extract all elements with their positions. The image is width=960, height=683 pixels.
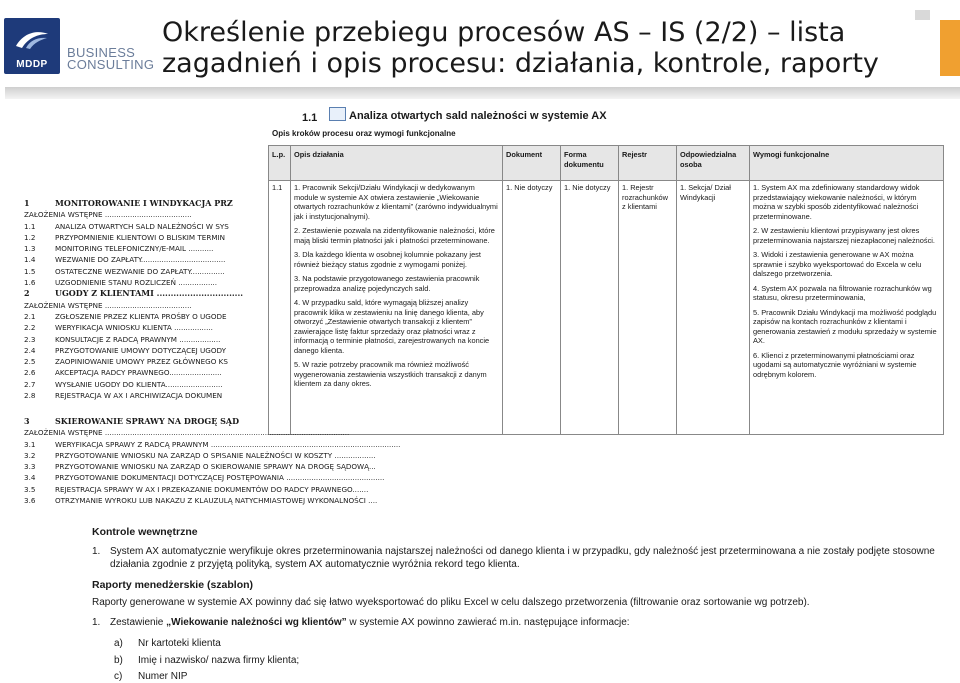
toc-number: 2.1 (24, 311, 36, 321)
decorative-gray-block (915, 10, 930, 20)
toc-entry[interactable] (24, 439, 422, 450)
toc-entry[interactable] (24, 300, 256, 311)
toc-text: OTRZYMANIE WYROKU LUB NAKAZU Z KLAUZULĄ NATYCHMIASTOWEJ WYKONALNOŚCI .... (55, 496, 378, 506)
toc-entry[interactable] (24, 450, 422, 461)
toc-entry[interactable] (24, 266, 256, 277)
wymog-item: 4. System AX pozwala na filtrowanie rozrachunków wg statusu, okresu przeterminowania, (753, 283, 932, 302)
toc-text: SKIEROWANIE SPRAWY NA DROGĘ SĄD (55, 416, 240, 426)
toc-entry[interactable] (24, 379, 256, 390)
section-number: 1.1 (302, 112, 318, 124)
toc-number: 1.3 (24, 244, 36, 254)
table-row (269, 181, 944, 435)
toc-entry[interactable] (24, 472, 422, 483)
wymog-item: 1. System AX ma zdefiniowany standardowy widok przedstawiający wiekowanie należności, w którym można w szybki sposób zidentyfikować należności przeterminowane. (753, 183, 920, 221)
reports-subitem: c) Numer NIP (114, 671, 188, 682)
toc-section-entry[interactable] (24, 288, 256, 299)
section-title: Analiza otwartych sald należności w systemie AX (349, 110, 607, 122)
toc-text: AKCEPTACJA RADCY PRAWNEGO....................... (55, 368, 222, 378)
toc-entry[interactable] (24, 232, 256, 243)
toc-entry[interactable] (24, 209, 256, 220)
cell-forma: 1. Nie dotyczy (561, 181, 619, 435)
toc-number: 1.1 (24, 221, 36, 231)
toc-text: PRZYGOTOWANIE WNIOSKU NA ZARZĄD O SKIEROWANIE SPRAWY NA DROGĘ SĄDOWĄ... (55, 462, 376, 472)
opis-step: 2. Zestawienie pozwala na zidentyfikowanie należności, które mają bliski termin płatności jak i płatności przeterminowane. (294, 226, 495, 245)
reports-item-number: 1. (92, 617, 101, 628)
wymog-item: 3. Widoki i zestawienia generowane w AX można sprawnie i szybko wyeksportować do Excela w celu dalszego przetworzenia. (753, 250, 922, 278)
toc-text: UGODY Z KLIENTAMI ............................... (55, 288, 244, 299)
controls-heading: Kontrole wewnętrzne (92, 526, 198, 538)
checkbox-icon (329, 107, 346, 121)
title-line-1: Określenie przebiegu procesów AS – IS (2/2) – lista (162, 17, 846, 48)
toc-entry[interactable] (24, 311, 256, 322)
column-header: Forma dokumentu (561, 146, 619, 181)
toc-entry[interactable] (24, 484, 422, 495)
opis-step: 5. W razie potrzeby pracownik ma również możliwość wygenerowania zestawienia wszystkich transakcji z danym klientem za dany okres. (294, 360, 487, 388)
table-of-contents-section-3 (24, 416, 422, 506)
title-line-2: zagadnień i opis procesu: działania, kontrole, raporty (162, 48, 879, 79)
slide-title (162, 17, 879, 79)
opis-step: 4. W przypadku sald, które wymagają bliższej analizy pracownik klika w zestawieniu na linię danego klienta, aby otworzyć „Zestawienie otwartych transakcji z klientem” zawierające listę faktur sprzedaży oraz płatności wraz z informacją o terminie płatności, zarejestrowanych na koncie danego klienta. (294, 298, 490, 355)
toc-number: 2.8 (24, 391, 36, 401)
toc-text: REJESTRACJA W AX I ARCHIWIZACJA DOKUMEN (55, 391, 223, 401)
company-logo (4, 18, 60, 74)
cell-osoba: 1. Sekcja/ Dział Windykacji (677, 181, 750, 435)
toc-entry[interactable] (24, 390, 256, 401)
column-header: Wymogi funkcjonalne (750, 146, 944, 181)
toc-entry[interactable] (24, 334, 256, 345)
toc-number: 3.4 (24, 473, 36, 483)
toc-text: PRZYPOMNIENIE KLIENTOWI O BLISKIM TERMIN (55, 232, 226, 242)
toc-text: WYSŁANIE UGODY DO KLIENTA......................... (55, 379, 223, 389)
toc-section-entry[interactable] (24, 416, 422, 427)
toc-text: ZAOPINIOWANIE UMOWY PRZEZ GŁÓWNEGO KS (55, 357, 228, 367)
toc-text: UZGODNIENIE STANU ROZLICZEŃ ................. (55, 278, 218, 288)
toc-entry[interactable] (24, 461, 422, 472)
toc-text: PRZYGOTOWANIE DOKUMENTACJI DOTYCZĄCEJ POSTĘPOWANIA ........................................... (55, 473, 385, 483)
toc-number: 2.3 (24, 334, 36, 344)
toc-number: 3 (24, 416, 30, 426)
toc-text: WERYFIKACJA SPRAWY Z RADCĄ PRAWNYM ................................................................................... (55, 439, 401, 449)
cell-opis (291, 181, 503, 435)
toc-number: 3.3 (24, 462, 36, 472)
reports-heading: Raporty menedżerskie (szablon) (92, 579, 254, 591)
opis-step: 3. Na podstawie przygotowanego zestawienia pracownik przeprowadza analizę pojedynczych sald. (294, 274, 480, 293)
toc-number: 1.6 (24, 278, 36, 288)
toc-section-entry[interactable] (24, 198, 256, 209)
toc-text: ZAŁOŻENIA WSTĘPNE ........................................................................................................... (24, 428, 350, 438)
column-header: Opis działania (291, 146, 503, 181)
toc-text: ZAŁOŻENIA WSTĘPNE ...................................... (24, 210, 192, 220)
logo-text: MDDP (16, 59, 48, 70)
toc-entry[interactable] (24, 495, 422, 506)
table-header-row (269, 146, 944, 181)
toc-number: 2.4 (24, 345, 36, 355)
table-of-contents (24, 198, 256, 401)
toc-number: 2.2 (24, 323, 36, 333)
cell-dokument: 1. Nie dotyczy (503, 181, 561, 435)
toc-text: REJESTRACJA SPRAWY W AX I PRZEKAZANIE DOKUMENTÓW DO RADCY PRAWNEGO....... (55, 484, 369, 494)
toc-entry[interactable] (24, 427, 422, 438)
section-subtitle: Opis kroków procesu oraz wymogi funkcjonalne (272, 129, 456, 138)
toc-text: OSTATECZNE WEZWANIE DO ZAPŁATY............... (55, 266, 225, 276)
toc-number: 1.4 (24, 255, 36, 265)
reports-item-pre: Zestawienie (110, 617, 167, 628)
toc-text: PRZYGOTOWANIE UMOWY DOTYCZĄCEJ UGODY (55, 345, 227, 355)
toc-entry[interactable] (24, 221, 256, 232)
toc-text: WEZWANIE DO ZAPŁATY..................................... (55, 255, 226, 265)
toc-entry[interactable] (24, 243, 256, 254)
column-header: Rejestr (619, 146, 677, 181)
toc-number: 1.2 (24, 232, 36, 242)
opis-step: 1. Pracownik Sekcji/Działu Windykacji w dedykowanym module w systemie AX otwiera zestawienie „Wiekowanie otwartych rozrachunków z klientami” (zarówno indywidualnymi jak i instytucjonalnymi). (294, 183, 498, 221)
reports-item (92, 617, 630, 628)
toc-text: WERYFIKACJA WNIOSKU KLIENTA ................. (55, 323, 213, 333)
toc-number: 3.2 (24, 450, 36, 460)
toc-text: ZAŁOŻENIA WSTĘPNE ...................................... (24, 300, 192, 310)
reports-subitem: a) Nr kartoteki klienta (114, 638, 221, 649)
toc-number: 1.5 (24, 266, 36, 276)
toc-number: 3.6 (24, 496, 36, 506)
swoosh-icon (14, 28, 50, 50)
toc-entry[interactable] (24, 367, 256, 378)
toc-entry[interactable] (24, 345, 256, 356)
toc-number: 2.5 (24, 357, 36, 367)
toc-number: 2 (24, 288, 30, 299)
decorative-orange-bar (940, 20, 960, 76)
column-header: L.p. (269, 146, 291, 181)
cell-rejestr: 1. Rejestr rozrachunków z klientami (619, 181, 677, 435)
toc-number: 3.5 (24, 484, 36, 494)
toc-number: 2.7 (24, 379, 36, 389)
brand-name: BUSINESS CONSULTING (67, 45, 155, 72)
toc-text: KONSULTACJE Z RADCĄ PRAWNYM .................. (55, 334, 221, 344)
toc-entry[interactable] (24, 254, 256, 265)
cell-wymogi (750, 181, 944, 435)
reports-description: Raporty generowane w systemie AX powinny dać się łatwo wyeksportować do pliku Excel w celu dalszego przetworzenia (filtrowanie oraz sortowanie wg potrzeb). (92, 597, 810, 608)
toc-number: 1 (24, 198, 30, 208)
toc-number: 3.1 (24, 439, 36, 449)
column-header: Odpowiedzialna osoba (677, 146, 750, 181)
cell-lp: 1.1 (269, 181, 291, 435)
wymog-item: 5. Pracownik Działu Windykacji ma możliwość podglądu zapisów na kontach rozrachunków z klientami i generowania zestawień z modułu sprzedaży w systemie AX. (753, 307, 937, 345)
toc-entry[interactable] (24, 322, 256, 333)
wymog-item: 2. W zestawieniu klientowi przypisywany jest okres przeterminowania najstarszej niezapłaconej należności. (753, 226, 935, 245)
reports-subitem: b) Imię i nazwisko/ nazwa firmy klienta; (114, 655, 300, 666)
opis-step: 3. Dla każdego klienta w osobnej kolumnie pokazany jest również bieżący status zgodnie z wymogami poniżej. (294, 250, 481, 269)
header-divider (5, 87, 960, 99)
toc-text: MONITORING TELEFONICZNY/E-MAIL ........... (55, 244, 214, 254)
toc-entry[interactable] (24, 277, 256, 288)
toc-number: 2.6 (24, 368, 36, 378)
reports-item-bold: „Wiekowanie należności wg klientów” (166, 617, 347, 628)
controls-item (92, 545, 952, 571)
wymog-item: 6. Klienci z przeterminowanymi płatnościami oraz ugodami są automatycznie wyróżniani w systemie odrębnym kolorem. (753, 350, 917, 379)
reports-item-post: w systemie AX powinno zawierać m.in. następujące informacje: (346, 617, 630, 628)
toc-text: ANALIZA OTWARTYCH SALD NALEŻNOŚCI W SYS (55, 221, 229, 231)
column-header: Dokument (503, 146, 561, 181)
toc-entry[interactable] (24, 356, 256, 367)
controls-item-text: System AX automatycznie weryfikuje okres przeterminowania najstarszej należności od danego klienta i w przypadku, gdy należność jest przeterminowana a nie zostały podjęte stosowne działania zgodnie z przyjętą polityką, system AX automatycznie wyróżnia rekord tego klienta. (110, 546, 935, 570)
controls-item-number: 1. (92, 546, 101, 557)
toc-text: ZGŁOSZENIE PRZEZ KLIENTA PROŚBY O UGODE (55, 311, 227, 321)
process-table (268, 145, 944, 435)
toc-text: PRZYGOTOWANIE WNIOSKU NA ZARZĄD O SPISANIE NALEŻNOŚCI W KOSZTY .................. (55, 450, 376, 460)
toc-text: MONITOROWANIE I WINDYKACJA PRZ (55, 198, 233, 208)
